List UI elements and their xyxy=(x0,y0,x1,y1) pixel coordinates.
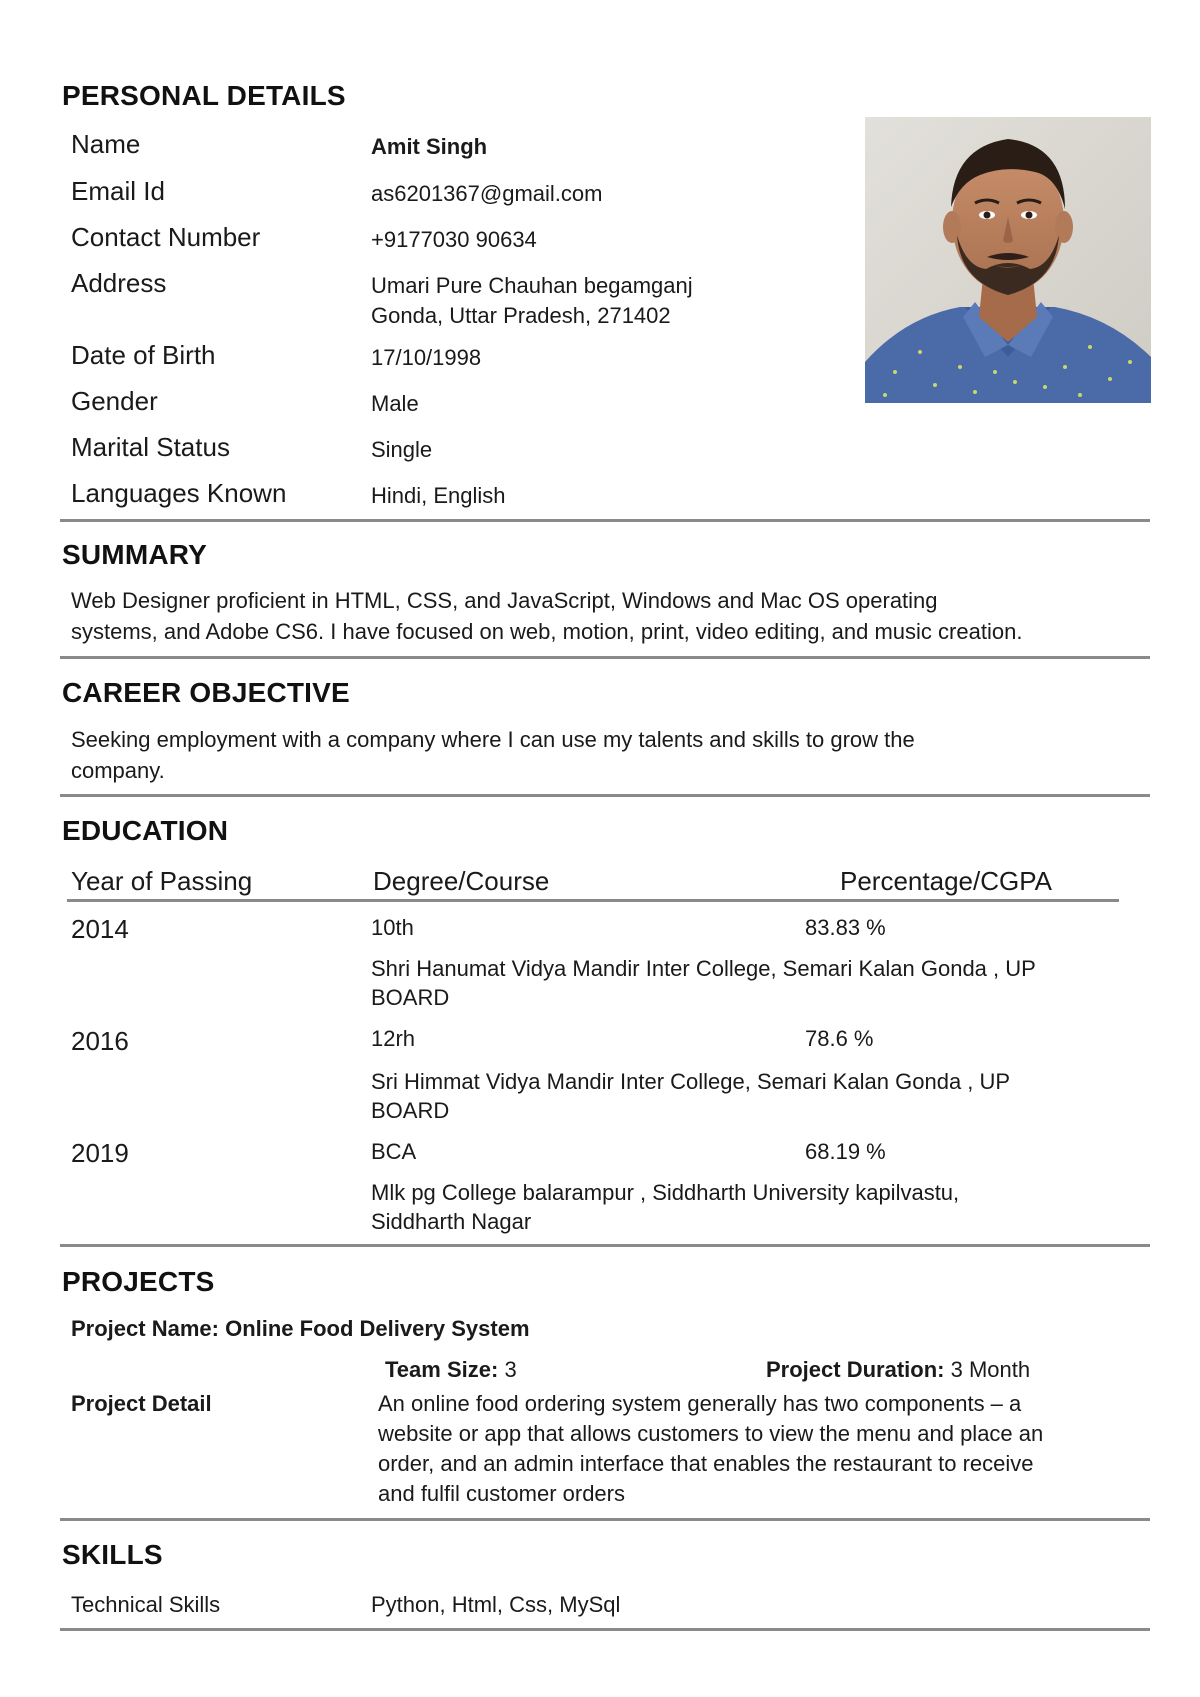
edu-year: 2014 xyxy=(71,914,129,944)
edu-school-line1: Mlk pg College balarampur , Siddharth University kapilvastu, xyxy=(371,1180,960,1205)
value-contact: +9177030 90634 xyxy=(371,227,537,252)
education-title: EDUCATION xyxy=(62,815,229,846)
projects-title: PROJECTS xyxy=(62,1266,215,1297)
edu-school-line2: BOARD xyxy=(371,1098,450,1123)
value-dob: 17/10/1998 xyxy=(371,345,482,370)
edu-percent: 78.6 % xyxy=(805,1026,874,1051)
value-name: Amit Singh xyxy=(371,134,488,159)
project-duration xyxy=(766,1357,1030,1383)
summary-line-2: systems, and Adobe CS6. I have focused on web, motion, print, video editing, and music creation. xyxy=(71,619,1023,644)
divider-projects xyxy=(60,1518,1150,1521)
edu-header-percent: Percentage/CGPA xyxy=(840,866,1052,896)
label-name: Name xyxy=(71,129,141,159)
edu-school-line1: Shri Hanumat Vidya Mandir Inter College, Semari Kalan Gonda , UP xyxy=(371,956,1036,981)
project-team-size xyxy=(385,1357,517,1383)
summary-line-1: Web Designer proficient in HTML, CSS, and JavaScript, Windows and Mac OS operating xyxy=(71,588,938,613)
project-detail-label: Project Detail xyxy=(71,1391,212,1416)
label-contact: Contact Number xyxy=(71,222,261,252)
edu-header-year: Year of Passing xyxy=(71,866,253,896)
divider-education xyxy=(60,1244,1150,1247)
team-size-value: 3 xyxy=(504,1357,517,1382)
edu-degree: 10th xyxy=(371,915,414,940)
divider-personal xyxy=(60,519,1150,522)
label-email: Email Id xyxy=(71,176,165,206)
label-marital: Marital Status xyxy=(71,432,230,462)
edu-year: 2016 xyxy=(71,1026,129,1056)
edu-school-line2: Siddharth Nagar xyxy=(371,1209,532,1234)
edu-header-rule xyxy=(67,899,1119,902)
label-gender: Gender xyxy=(71,386,158,416)
value-languages: Hindi, English xyxy=(371,483,506,508)
project-name-label: Project Name: xyxy=(71,1316,219,1341)
label-languages: Languages Known xyxy=(71,478,287,508)
value-gender: Male xyxy=(371,391,419,416)
project-detail-line: website or app that allows customers to view the menu and place an xyxy=(378,1421,1044,1446)
career-objective-title: CAREER OBJECTIVE xyxy=(62,677,350,708)
project-detail-line: order, and an admin interface that enables the restaurant to receive xyxy=(378,1451,1034,1476)
objective-line-2: company. xyxy=(71,758,165,783)
duration-value: 3 Month xyxy=(950,1357,1031,1382)
project-detail-line: An online food ordering system generally has two components – a xyxy=(378,1391,1022,1416)
label-address: Address xyxy=(71,268,167,298)
edu-degree: BCA xyxy=(371,1139,417,1164)
project-name-value: Online Food Delivery System xyxy=(225,1316,530,1341)
edu-header-degree: Degree/Course xyxy=(373,866,550,896)
value-email: as6201367@gmail.com xyxy=(371,181,603,206)
edu-school-line2: BOARD xyxy=(371,985,450,1010)
divider-objective xyxy=(60,794,1150,797)
edu-year: 2019 xyxy=(71,1138,129,1168)
team-size-label: Team Size: xyxy=(385,1357,499,1382)
personal-details-title: PERSONAL DETAILS xyxy=(62,80,346,111)
project-name xyxy=(71,1316,530,1342)
objective-line-1: Seeking employment with a company where I can use my talents and skills to grow the xyxy=(71,727,915,752)
divider-summary xyxy=(60,656,1150,659)
profile-photo xyxy=(865,117,1151,403)
value-marital: Single xyxy=(371,437,433,462)
edu-school-line1: Sri Himmat Vidya Mandir Inter College, Semari Kalan Gonda , UP xyxy=(371,1069,1011,1094)
label-dob: Date of Birth xyxy=(71,340,216,370)
value-address-line2: Gonda, Uttar Pradesh, 271402 xyxy=(371,303,671,328)
skills-label: Technical Skills xyxy=(71,1592,221,1617)
divider-skills xyxy=(60,1628,1150,1631)
edu-percent: 83.83 % xyxy=(805,915,886,940)
duration-label: Project Duration: xyxy=(766,1357,945,1382)
skills-title: SKILLS xyxy=(62,1539,163,1570)
edu-percent: 68.19 % xyxy=(805,1139,886,1164)
edu-degree: 12rh xyxy=(371,1026,416,1051)
project-detail-line: and fulfil customer orders xyxy=(378,1481,625,1506)
value-address-line1: Umari Pure Chauhan begamganj xyxy=(371,273,693,298)
skills-value: Python, Html, Css, MySql xyxy=(371,1592,621,1617)
summary-title: SUMMARY xyxy=(62,539,208,570)
